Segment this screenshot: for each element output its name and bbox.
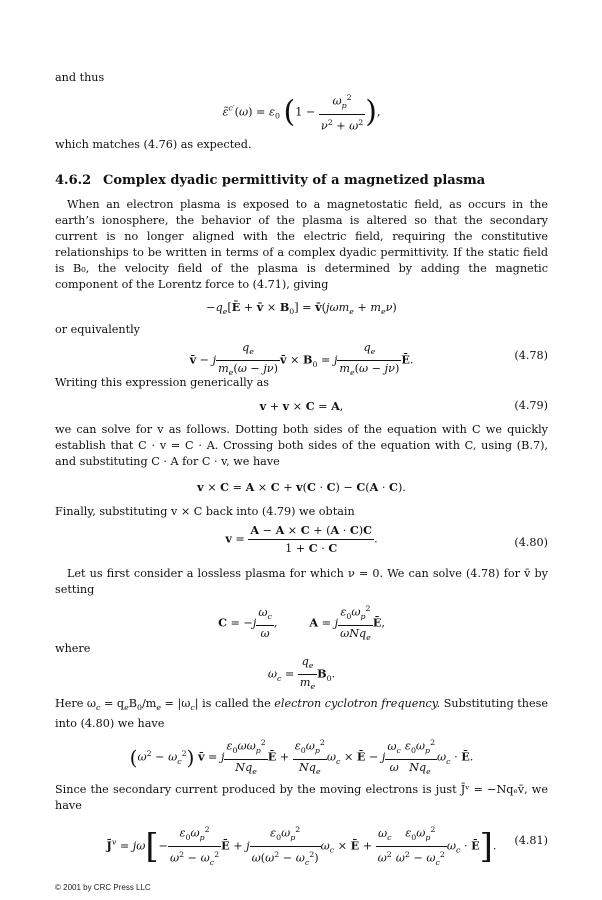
finally-line: Finally, substituting v × C back into (4.79) we obtain <box>55 505 355 518</box>
paragraph-lossless <box>55 566 548 598</box>
section-heading <box>55 173 485 189</box>
section-title: Complex dyadic permittivity of a magnetized plasma <box>103 173 486 188</box>
paragraph-solve-text: we can solve for v as follows. Dotting both sides of the equation with C we quickly establish that C · v = C · A. Crossing both sides of the equation with C, using (B.7), and substituting C · A for C · v, we have <box>55 423 548 468</box>
after-eq1-text <box>55 137 548 153</box>
equation-number-4-78: (4.78) <box>514 349 548 362</box>
paragraph-since-text: Since the secondary current produced by the moving electrons is just J̄ᵛ = −Nqₑv̄, we have <box>55 783 548 812</box>
or-equivalently-text <box>55 322 548 338</box>
after-eq1-line: which matches (4.76) as expected. <box>55 138 252 151</box>
writing-text <box>55 375 548 391</box>
where-line: where <box>55 642 91 655</box>
equation-4-81: J̄$^v$ = jω[− $\frac{\varepsilon_0\omega_p^2}{\omega^2 - \omega_c^2}$ Ē + j $\frac{\varepsilon_0\omega_p^2}{\omega(\omega^2 - \omega_c^2)}$ $\omega_c$ × Ē + $\frac{\omega_c}{\omega^2}$ $\frac{\varepsilon_0\omega_p^2}{\omega^2 - \omega_c^2}$ $\omega_c$ · Ē]. <box>55 822 548 871</box>
equation-c-a-definitions: C = −j $\frac{\omega_c}{\omega}$ , A = j $\frac{\varepsilon_0\omega_p^2}{\omega Nq_e}$ Ē, <box>55 601 548 646</box>
equation-substituted: $(\omega^2 - \omega_c^2)$ v̄ = j $\frac{\varepsilon_0\omega\omega_p^2}{Nq_e}$ Ē + $\frac{\varepsilon_0\omega_p^2}{Nq_e}$ $\omega_c$ × Ē − j $\frac{\omega_c}{\omega}$ $\frac{\varepsilon_0\omega_p^2}{Nq_e}$ $\omega_c$ · Ē. <box>55 735 548 780</box>
equation-lorentz: $-q_e[Ē$ + v̄ × $B_0$] = v̄(jωm$_e$ + $m_e\nu$) <box>206 300 397 317</box>
finally-text <box>55 504 548 520</box>
equation-number-4-79: (4.79) <box>514 399 548 412</box>
equation-number-4-81: (4.81) <box>514 834 548 847</box>
equation-4-78: v̄ − j $\frac{q_e}{m_e(\omega - j\nu)}$ v̄ × $B_0 = j$ $\frac{q_e}{m_e(\omega - j\nu)}$ Ē. <box>189 341 414 378</box>
equation-permittivity: ε̃$^{c'}$(ω) = $\varepsilon_0$ (1 − $\frac{\omega_p^2}{\nu^2 + \omega^2}$ ), <box>55 90 548 135</box>
intro-line: and thus <box>55 71 105 84</box>
paragraph-plasma <box>55 197 548 293</box>
paragraph-lossless-text: Let us first consider a lossless plasma for which ν = 0. We can solve (4.78) for v̄ by setting <box>55 567 548 596</box>
equation-number-4-80: (4.80) <box>514 536 548 549</box>
paragraph-plasma-text: When an electron plasma is exposed to a magnetostatic field, as occurs in the earth’s ionosphere, the behavior of the plasma is altered so that the secondary current is no longer aligned with the electric field, requiring the constitutive relationships to be written in terms of a complex dyadic permittivity. If the static field is B₀, the velocity field of the plasma is determined by adding the magnetic component of the Lorentz force to (4.71), giving <box>55 198 548 291</box>
equation-4-79: v + v × C = A, <box>259 399 344 413</box>
or-equivalently-line: or equivalently <box>55 323 140 336</box>
paragraph-solve <box>55 422 548 470</box>
paragraph-here <box>55 696 548 732</box>
section-number: 4.6.2 <box>55 173 92 188</box>
equation-4-80: v = $\frac{A - A \times C + (A \cdot C)C}{1 + C \cdot C}$ . <box>225 523 378 555</box>
paragraph-since <box>55 782 548 814</box>
copyright-footer: © 2001 by CRC Press LLC <box>55 883 151 892</box>
equation-cross-product: v × C = A × C + v(C · C) − C(A · C). <box>197 480 406 494</box>
writing-line: Writing this expression generically as <box>55 376 270 389</box>
paragraph-here-text: Here $\omega_c = q_eB_0/m_e = |\omega_c|$ is called the electron cyclotron frequency. Substituting these into (4.80) we have <box>55 697 548 731</box>
intro-text <box>55 70 548 86</box>
equation-cyclotron: $\omega_c$ = $\frac{q_e}{m_e}$ $B_0$. <box>267 655 336 692</box>
